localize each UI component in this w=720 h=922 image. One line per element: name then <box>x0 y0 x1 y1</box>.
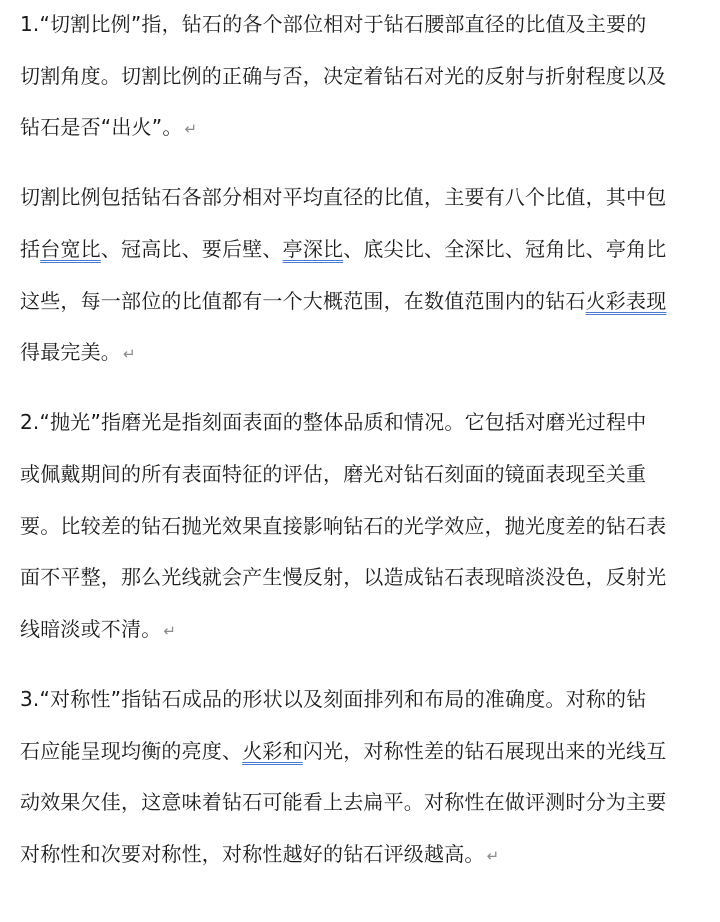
text-line: 切割比例包括钻石各部分相对平均直径的比值，主要有八个比值，其中包 <box>20 185 667 209</box>
text-line: 或佩戴期间的所有表面特征的评估，磨光对钻石刻面的镜面表现至关重 <box>20 462 647 486</box>
text-line: 石应能呈现均衡的亮度、火彩和闪光，对称性差的钻石展现出来的光线互 <box>20 739 667 763</box>
paragraph-mark-icon: ↵ <box>123 345 136 363</box>
text-line: 动效果欠佳，这意味着钻石可能看上去扁平。对称性在做评测时分为主要 <box>20 790 667 814</box>
text-line: 线暗淡或不清。 ↵ <box>20 617 177 641</box>
paragraph-mark-icon: ↵ <box>163 622 177 640</box>
text-line: 1.“切割比例”指，钻石的各个部位相对于钻石腰部直径的比值及主要的 <box>20 12 647 36</box>
text-line: 面不平整，那么光线就会产生慢反射，以造成钻石表现暗淡没色，反射光 <box>20 565 667 589</box>
text-line: 这些，每一部位的比值都有一个大概范围，在数值范围内的钻石火彩表现 <box>20 289 667 313</box>
text-line: 对称性和次要对称性，对称性越好的钻石评级越高。 ↵ <box>20 842 500 866</box>
spell-check-word[interactable]: 台宽比 <box>40 237 101 261</box>
text-line: 切割角度。切割比例的正确与否，决定着钻石对光的反射与折射程度以及 <box>20 64 667 88</box>
text-line: 钻石是否“出火”。 ↵ <box>20 115 198 139</box>
paragraph-mark-icon: ↵ <box>184 120 198 138</box>
text-line: 括台宽比、冠高比、要后壁、亭深比、底尖比、全深比、冠角比、亭角比 <box>20 237 667 261</box>
text-line: 要。比较差的钻石抛光效果直接影响钻石的光学效应，抛光度差的钻石表 <box>20 514 667 538</box>
spell-check-word[interactable]: 亭深比 <box>282 237 344 261</box>
paragraph-mark-icon: ↵ <box>486 847 500 865</box>
spell-check-word[interactable]: 火彩和 <box>242 739 303 763</box>
text-line: 3.“对称性”指钻石成品的形状以及刻面排列和布局的准确度。对称的钻 <box>20 687 647 711</box>
text-line: 得最完美。 ↵ <box>20 340 136 364</box>
text-line: 2.“抛光”指磨光是指刻面表面的整体品质和情况。它包括对磨光过程中 <box>20 410 647 434</box>
spell-check-word[interactable]: 火彩表现 <box>585 289 667 313</box>
